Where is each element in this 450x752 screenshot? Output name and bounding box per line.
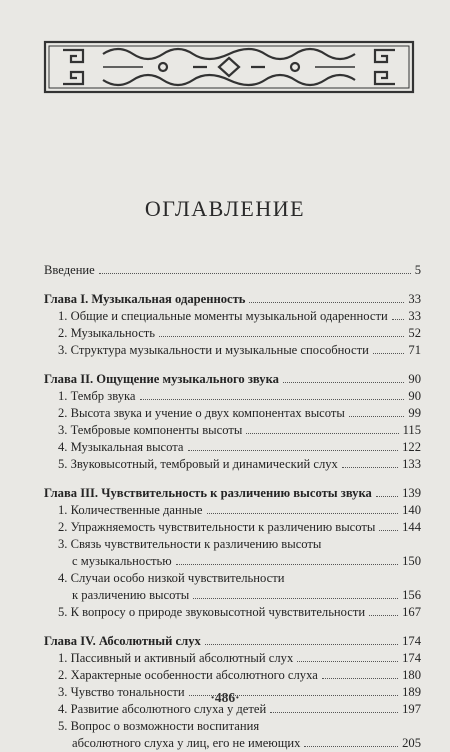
leader-dots xyxy=(176,564,398,565)
leader-dots xyxy=(376,496,398,497)
leader-dots xyxy=(283,382,404,383)
toc-page-number: 197 xyxy=(402,702,421,716)
toc-chapter-1[interactable] xyxy=(44,291,421,308)
toc-label: 3. Тембровые компоненты высоты xyxy=(58,423,243,437)
toc-page-number: 33 xyxy=(408,292,421,306)
toc-label: 2. Музыкальность xyxy=(58,326,156,340)
toc-page-number: 5 xyxy=(414,263,421,277)
toc-item[interactable] xyxy=(44,388,421,405)
toc-label: 1. Пассивный и активный абсолютный слух xyxy=(58,651,294,665)
toc-item[interactable] xyxy=(44,325,421,342)
toc-label: 2. Высота звука и учение о двух компонентах высоты xyxy=(58,406,345,420)
toc-page-number: 139 xyxy=(402,486,421,500)
toc-page-number: 144 xyxy=(402,520,421,534)
toc-page-number: 71 xyxy=(408,343,421,357)
toc-item[interactable] xyxy=(44,536,421,570)
toc-label: 3. Структура музыкальности и музыкальные способности xyxy=(58,343,369,357)
toc-item[interactable] xyxy=(44,502,421,519)
toc-page-number: 99 xyxy=(408,406,421,420)
toc-label: 1. Общие и специальные моменты музыкальной одаренности xyxy=(58,309,388,323)
toc-label: 2. Характерные особенности абсолютного слуха xyxy=(58,668,318,682)
toc-label-continued: к различению высоты xyxy=(72,588,190,602)
leader-dots xyxy=(349,416,405,417)
toc-chapter-4[interactable] xyxy=(44,633,421,650)
leader-dots xyxy=(392,319,405,320)
toc-entry-intro[interactable] xyxy=(44,262,421,279)
page-number-footer: ·486· xyxy=(210,690,240,705)
toc-item[interactable] xyxy=(44,718,421,752)
leader-dots xyxy=(249,302,404,303)
leader-dots xyxy=(205,644,398,645)
leader-dots xyxy=(188,450,399,451)
toc-label: 2. Упражняемость чувствительности к различению высоты xyxy=(58,520,376,534)
leader-dots xyxy=(159,336,404,337)
toc-page-number: 115 xyxy=(402,423,421,437)
toc-item[interactable] xyxy=(44,342,421,359)
toc-label: 5. Звуковысотный, тембровый и динамический слух xyxy=(58,457,338,471)
leader-dots xyxy=(369,615,398,616)
toc-page-number: 90 xyxy=(408,389,421,403)
toc-item[interactable] xyxy=(44,667,421,684)
toc-item[interactable] xyxy=(44,650,421,667)
toc-item[interactable] xyxy=(44,405,421,422)
chapter-title: Глава III. Чувствительность к различению высоты звука xyxy=(44,486,372,500)
leader-dots xyxy=(246,433,398,434)
toc-label-continued: с музыкальностью xyxy=(72,554,172,568)
chapter-title: Глава I. Музыкальная одаренность xyxy=(44,292,246,306)
toc-page-number: 156 xyxy=(402,588,421,602)
toc-item[interactable] xyxy=(44,604,421,621)
toc-label: 4. Случаи особо низкой чувствительности xyxy=(58,571,285,585)
ornamental-header-border xyxy=(43,40,415,94)
toc-page-number: 33 xyxy=(408,309,421,323)
leader-dots xyxy=(99,273,411,274)
leader-dots xyxy=(207,513,399,514)
leader-dots xyxy=(193,598,398,599)
leader-dots xyxy=(304,746,398,747)
toc-page-number: 52 xyxy=(408,326,421,340)
toc-chapter-2[interactable] xyxy=(44,371,421,388)
toc-chapter-3[interactable] xyxy=(44,485,421,502)
toc-page-number: 133 xyxy=(402,457,421,471)
toc-page-number: 174 xyxy=(402,651,421,665)
toc-label: 4. Развитие абсолютного слуха у детей xyxy=(58,702,267,716)
toc-label: 1. Количественные данные xyxy=(58,503,203,517)
toc-label: 5. К вопросу о природе звуковысотной чувствительности xyxy=(58,605,366,619)
leader-dots xyxy=(322,678,398,679)
toc-item[interactable] xyxy=(44,519,421,536)
leader-dots xyxy=(270,712,398,713)
toc-item[interactable] xyxy=(44,570,421,604)
toc-item[interactable] xyxy=(44,456,421,473)
toc-label-continued: абсолютного слуха у лиц, его не имеющих xyxy=(72,736,301,750)
toc-page-number: 90 xyxy=(408,372,421,386)
chapter-title: Глава II. Ощущение музыкального звука xyxy=(44,372,279,386)
toc-page-number: 150 xyxy=(402,554,421,568)
toc-page-number: 122 xyxy=(402,440,421,454)
table-of-contents xyxy=(44,262,421,752)
toc-page-number: 140 xyxy=(402,503,421,517)
toc-page-number: 205 xyxy=(402,736,421,750)
toc-label: 1. Тембр звука xyxy=(58,389,136,403)
leader-dots xyxy=(342,467,398,468)
leader-dots xyxy=(140,399,405,400)
page-title: ОГЛАВЛЕНИЕ xyxy=(144,196,306,221)
toc-item[interactable] xyxy=(44,422,421,439)
toc-label: 5. Вопрос о возможности воспитания xyxy=(58,719,260,733)
leader-dots xyxy=(373,353,405,354)
toc-page-number: 167 xyxy=(402,605,421,619)
toc-item[interactable] xyxy=(44,308,421,325)
toc-label: 3. Связь чувствительности к различению высоты xyxy=(58,537,322,551)
toc-label: 4. Музыкальная высота xyxy=(58,440,184,454)
toc-page-number: 180 xyxy=(402,668,421,682)
toc-page-number: 174 xyxy=(402,634,421,648)
toc-label: 3. Чувство тональности xyxy=(58,685,185,699)
toc-page-number: 189 xyxy=(402,685,421,699)
leader-dots xyxy=(297,661,398,662)
chapter-title: Глава IV. Абсолютный слух xyxy=(44,634,201,648)
leader-dots xyxy=(379,530,398,531)
toc-item[interactable] xyxy=(44,439,421,456)
toc-label: Введение xyxy=(44,263,95,277)
